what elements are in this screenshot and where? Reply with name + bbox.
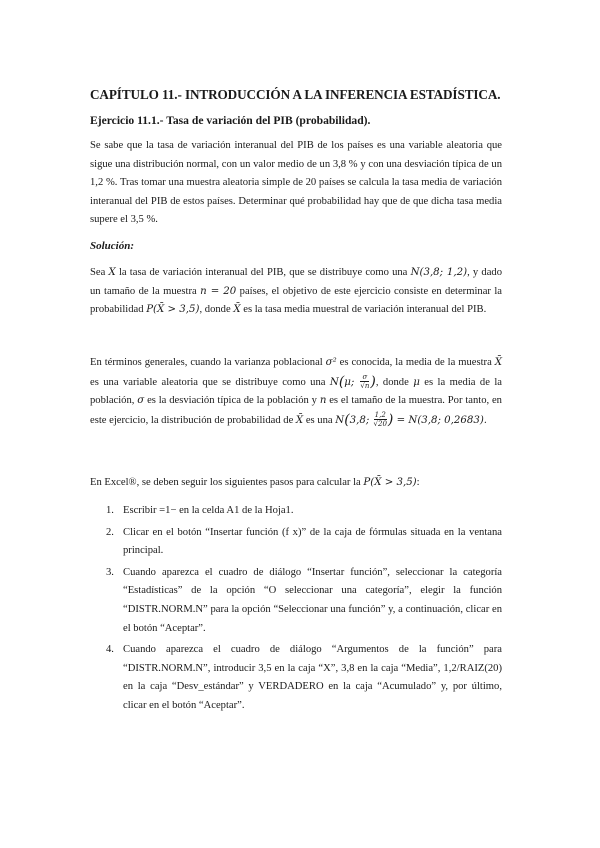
math-n: n — [319, 395, 327, 407]
text: la tasa de variación interanual del PIB, que se distribuye como una — [115, 267, 411, 278]
math-mean-value: 3,8; — [349, 414, 370, 426]
math-mu: μ — [344, 376, 351, 388]
text: es la media de la población, — [90, 376, 502, 407]
math-result: = N(3,8; 0,2683). — [396, 414, 488, 426]
excel-intro — [90, 474, 502, 493]
list-item — [106, 641, 502, 715]
math-n-symbol: N — [329, 376, 339, 388]
text: es la desviación típica de la población y — [144, 395, 320, 407]
math-n-symbol: N — [335, 414, 345, 426]
step-text: Escribir =1− en la celda A1 de la Hoja1. — [123, 505, 294, 516]
text: es una variable aleatoria que se distribuye como una — [90, 376, 330, 388]
text: : — [416, 477, 420, 488]
exercise-statement: Se sabe que la tasa de variación interanual del PIB de los países es una variable aleatoria que sigue una distribución normal, con un valor medio de un 3,8 % y con una desviación típica de un 1,2 %. Tras tomar una muestra aleatoria simple de 20 países se calcula la tasa media de variación interanual del PIB de estos países. Determinar qué probabilidad hay que de que dicha tasa media supere el 3,5 %. — [90, 140, 502, 226]
math-normal-general: N(μ; $\frac{\sigma}{√n}$ ) — [329, 373, 376, 391]
chapter-title: CAPÍTULO 11.- INTRODUCCIÓN A LA INFERENCIA ESTADÍSTICA. — [90, 87, 501, 102]
fraction-denominator: √20 — [373, 420, 387, 429]
math-xbar: X̄ — [295, 414, 304, 426]
math-probability: P(X̄ > 3,5) — [146, 304, 200, 316]
list-item — [106, 564, 502, 638]
math-fraction — [360, 373, 369, 390]
text: En Excel®, se deben seguir los siguientes pasos para calcular la — [90, 477, 364, 488]
text: , y dado un tamaño de la muestra — [90, 267, 502, 297]
math-variance: σ² — [325, 357, 337, 368]
text: es la tasa media muestral de variación interanual del PIB. — [240, 304, 487, 316]
step-text: Cuando aparezca el cuadro de diálogo “Insertar función”, seleccionar la categoría “Estadísticas” de la opción “O seleccionar una categoría”, elegir la función “DISTR.NORM.N” para la opción “Seleccionar una función” y, a continuación, clicar en el botón “Aceptar”. — [123, 566, 502, 634]
math-normal-exercise: N(3,8; $\frac{1,2}{√20}$ ) = N(3,8; 0,2683). — [335, 411, 488, 429]
step-text: Clicar en el botón “Insertar función (f x)” de la caja de fórmulas situada en la ventana principal. — [123, 526, 502, 557]
steps-list — [106, 502, 502, 719]
step-number: 2. — [106, 526, 114, 538]
fraction-numerator: σ — [360, 373, 369, 382]
fraction-numerator: 1,2 — [374, 411, 386, 420]
math-x: X — [108, 267, 116, 278]
step-text: Cuando aparezca el cuadro de diálogo “Argumentos de la función” para “DISTR.NORM.N”, introducir 3,5 en la caja “X”, 3,8 en la caja “Media”, 1,2/RAIZ(20) en la caja “Desv_estándar” y VERDADERO en la caja “Acumulado” y, por último, clicar en el botón “Aceptar”. — [123, 644, 502, 711]
math-fraction — [374, 411, 387, 428]
exercise-title: Ejercicio 11.1.- Tasa de variación del PIB (probabilidad). — [90, 114, 371, 127]
solution-label: Solución: — [90, 240, 135, 252]
math-xbar: X̄ — [494, 357, 502, 368]
math-mu: μ — [413, 376, 420, 388]
list-item — [106, 524, 502, 561]
math-sigma: σ — [137, 395, 145, 407]
text: , donde — [199, 304, 234, 316]
step-number: 1. — [106, 505, 114, 516]
math-normal-population: N(3,8; 1,2) — [410, 267, 468, 278]
text: En términos generales, cuando la varianza poblacional — [90, 357, 326, 368]
math-probability: P(X̄ > 3,5) — [363, 477, 417, 488]
fraction-denominator: √n — [360, 382, 370, 391]
step-number: 4. — [106, 644, 114, 656]
step-number: 3. — [106, 566, 114, 578]
text: , donde — [375, 376, 414, 388]
math-sample-size: n = 20 — [200, 285, 237, 297]
text: es el tamaño de la muestra. Por tanto, en este ejercicio, la distribución de probabilidad de — [90, 395, 502, 426]
solution-paragraph-1 — [90, 264, 502, 320]
solution-paragraph-2 — [90, 354, 502, 430]
text: países, el objetivo de este ejercicio consiste en determinar la probabilidad — [90, 285, 502, 316]
math-xbar: X̄ — [233, 304, 241, 316]
list-item — [106, 502, 502, 521]
text: es una — [303, 414, 336, 426]
text: Sea — [90, 267, 109, 278]
text: es conocida, la media de la muestra — [336, 357, 495, 368]
